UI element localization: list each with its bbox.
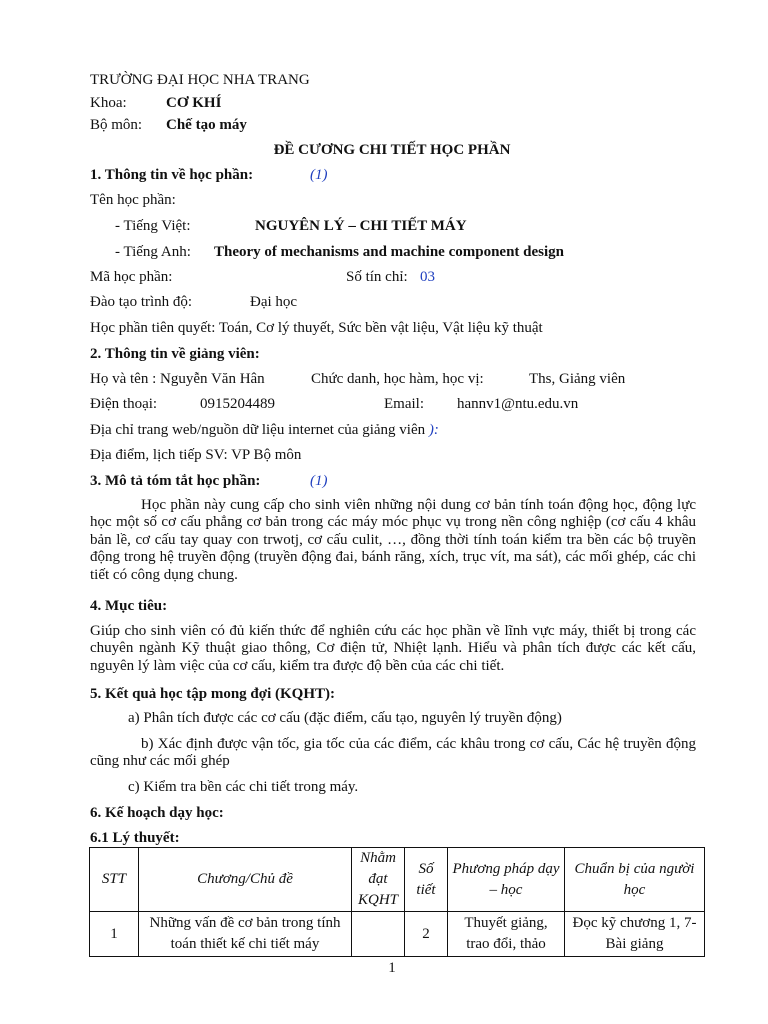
col-header-periods: Số tiết <box>405 848 448 912</box>
faculty-value: CƠ KHÍ <box>166 95 222 111</box>
phone-value: 0915204489 <box>200 396 275 412</box>
lecturer-title-value: Ths, Giảng viên <box>529 371 626 387</box>
web-address-paren: ): <box>428 422 439 438</box>
col-header-preparation: Chuẩn bị của người học <box>565 848 705 912</box>
table-header-row <box>90 848 705 912</box>
section-4-heading: 4. Mục tiêu: <box>90 598 168 614</box>
cell-topic: Những vấn đề cơ bản trong tính toán thiết kế chi tiết máy <box>139 912 352 957</box>
cell-kqht <box>352 912 405 957</box>
section-2-heading: 2. Thông tin về giảng viên: <box>90 346 260 362</box>
email-value: hannv1@ntu.edu.vn <box>457 396 579 412</box>
course-code-label: Mã học phần: <box>90 269 173 285</box>
credits-value: 03 <box>420 269 435 285</box>
credits-label: Số tín chỉ: <box>346 269 408 285</box>
contact-location: Địa điểm, lịch tiếp SV: VP Bộ môn <box>90 447 302 463</box>
section-1-ref: (1) <box>310 167 328 183</box>
table-row <box>90 912 705 957</box>
col-header-method: Phương pháp dạy – học <box>448 848 565 912</box>
document-title: ĐỀ CƯƠNG CHI TIẾT HỌC PHẦN <box>273 142 511 158</box>
english-name-value: Theory of mechanisms and machine component design <box>214 244 565 260</box>
level-value: Đại học <box>250 294 298 310</box>
cell-periods: 2 <box>405 912 448 957</box>
email-label: Email: <box>384 396 424 412</box>
web-address-line <box>90 422 439 439</box>
section-1-heading: 1. Thông tin về học phần: <box>90 167 254 183</box>
objectives-text: Giúp cho sinh viên có đủ kiến thức để nghiên cứu các học phần về lĩnh vực máy, thiết bị trong các chuyên ngành Kỹ thuật giao thông, Cơ điện tử, Nhiệt lạnh. Hiểu và phân tích được các kết cấu, nguyên lý làm việc của cơ cấu, kiểm tra được độ bền của các chi tiết. <box>90 623 696 674</box>
page-number: 1 <box>388 960 396 976</box>
cell-method: Thuyết giảng, trao đổi, thảo <box>448 912 565 957</box>
department-label: Bộ môn: <box>90 117 143 133</box>
section-6-1-heading: 6.1 Lý thuyết: <box>90 830 180 846</box>
cell-preparation: Đọc kỹ chương 1, 7- Bài giảng <box>565 912 705 957</box>
section-5-heading: 5. Kết quả học tập mong đợi (KQHT): <box>90 686 335 702</box>
section-3-heading: 3. Mô tả tóm tắt học phần: <box>90 473 261 489</box>
web-address-label: Địa chỉ trang web/nguồn dữ liệu internet của giảng viên <box>90 422 426 438</box>
lecturer-title-label: Chức danh, học hàm, học vị: <box>311 371 484 387</box>
vietnamese-name-value: NGUYÊN LÝ – CHI TIẾT MÁY <box>255 218 467 234</box>
col-header-stt: STT <box>90 848 139 912</box>
outcome-a: a) Phân tích được các cơ cấu (đặc điểm, cấu tạo, nguyên lý truyền động) <box>128 710 562 726</box>
outcome-b: b) Xác định được vận tốc, gia tốc của các điểm, các khâu trong cơ cấu, Các hệ truyền động cũng như các mối ghép <box>90 736 696 770</box>
lecture-plan-table <box>89 847 705 957</box>
level-label: Đào tạo trình độ: <box>90 294 193 310</box>
university-name: TRƯỜNG ĐẠI HỌC NHA TRANG <box>90 72 310 88</box>
phone-label: Điện thoại: <box>90 396 158 412</box>
course-name-label: Tên học phần: <box>90 192 176 208</box>
vietnamese-name-label: - Tiếng Việt: <box>115 218 191 234</box>
course-description: Học phần này cung cấp cho sinh viên những nội dung cơ bản tính toán động học, động lực học một số cơ cấu phẳng cơ bản trong các máy móc phục vụ trong nền công nghiệp (cơ cấu 4 khâu bản lề, cơ cấu tay quay con trwotj, cơ cấu culit, …, đồng thời tính toán kiểm tra bền các bộ truyền động trong hệ truyền động (truyền động đai, bánh răng, xích, trục vít, ma sát), các mối ghép, các chi tiết có công dụng chung. <box>90 497 696 583</box>
prerequisites: Học phần tiên quyết: Toán, Cơ lý thuyết, Sức bền vật liệu, Vật liệu kỹ thuật <box>90 320 543 336</box>
department-value: Chế tạo máy <box>166 117 247 133</box>
faculty-label: Khoa: <box>90 95 127 111</box>
col-header-topic: Chương/Chủ đề <box>139 848 352 912</box>
cell-stt: 1 <box>90 912 139 957</box>
section-3-ref: (1) <box>310 473 328 489</box>
col-header-kqht: Nhằm đạt KQHT <box>352 848 405 912</box>
outcome-c: c) Kiểm tra bền các chi tiết trong máy. <box>128 779 359 795</box>
lecturer-name: Họ và tên : Nguyễn Văn Hân <box>90 371 265 387</box>
english-name-label: - Tiếng Anh: <box>115 244 191 260</box>
section-6-heading: 6. Kế hoạch dạy học: <box>90 805 224 821</box>
